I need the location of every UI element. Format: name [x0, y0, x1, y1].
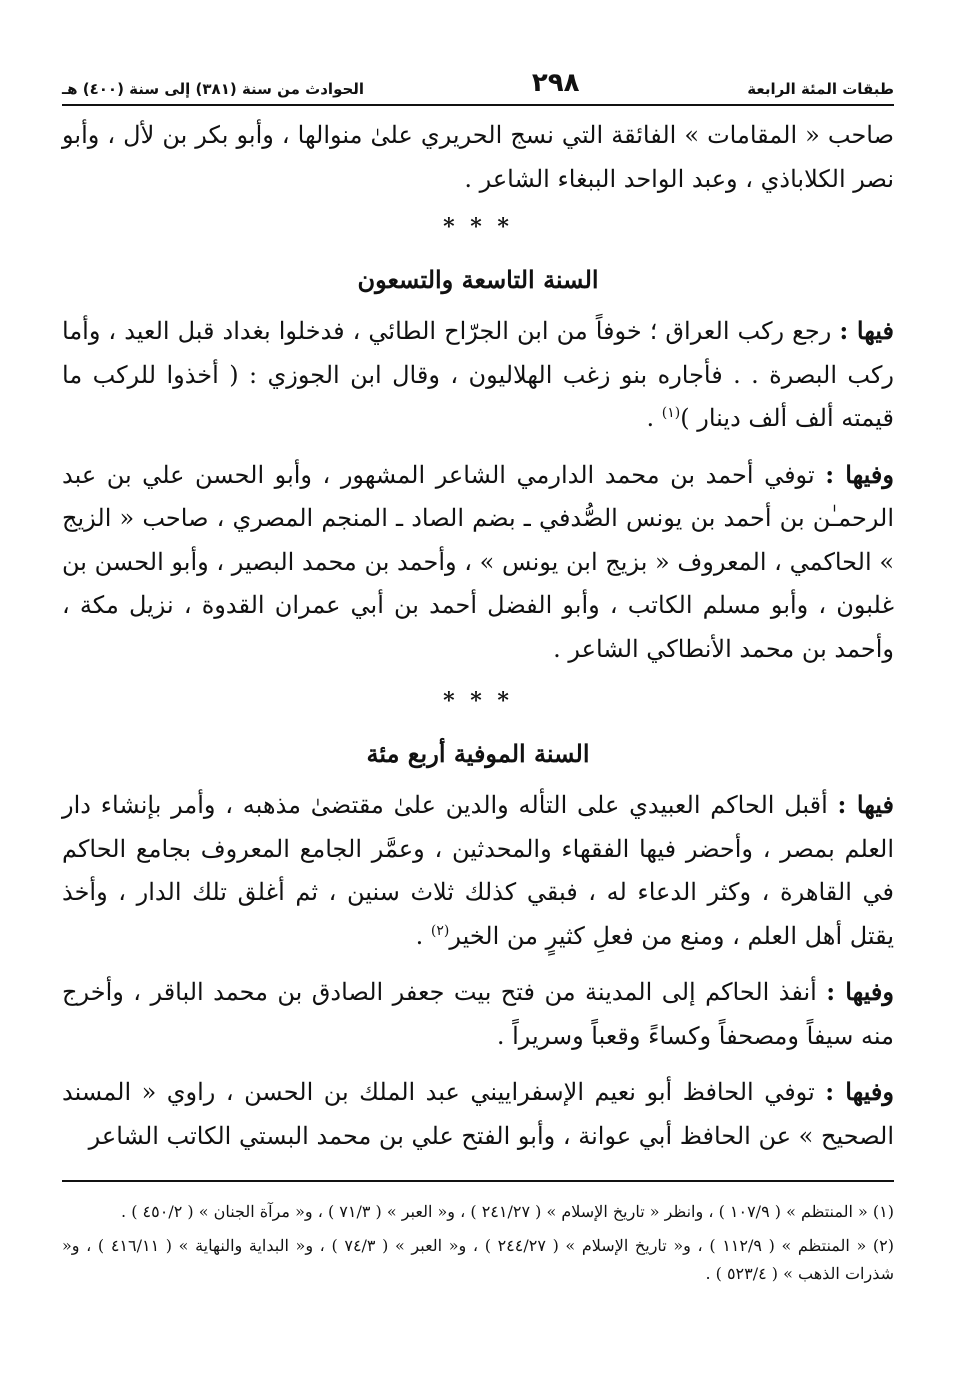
header-section-title: الحوادث من سنة (٣٨١) إلى سنة (٤٠٠) هـ [62, 80, 365, 98]
paragraph-keyword: فيها : [839, 316, 894, 345]
section-separator: * * * [443, 214, 513, 240]
year-400-paragraph-3 [62, 1070, 894, 1158]
paragraph-text: توفي أحمد بن محمد الدارمي الشاعر المشهور ، وأبو الحسن علي بن عبد الرحمـٰن بن أحمد بن يونس الصُّدفي ـ بضم الصاد ـ المنجم المصري ، صاحب « الزيج » الحاكمي ، المعروف « بزيج ابن يونس » ، وأحمد بن محمد البصير ، وأبو الحسن بن غلبون ، وأبو مسلم الكاتب ، وأبو الفضل أحمد بن أبي عمران القدوة ، نزيل مكة ، وأحمد بن محمد الأنطاكي الشاعر . [62, 460, 894, 663]
year-399-heading: السنة التاسعة والتسعون [357, 265, 599, 294]
paragraph-text: أنفذ الحاكم إلى المدينة من فتح بيت جعفر الصادق بن محمد الباقر ، وأخرج منه سيفاً ومصحفاً وكساءً وقعباً وسريراً . [62, 978, 894, 1050]
footnote-ref-1[interactable]: (١) [661, 405, 681, 421]
footnote-2: (٢) « المنتظم » ( ١١٢/٩ ) ، و« تاريخ الإسلام » ( ٢٤٤/٢٧ ) ، و« العبر » ( ٧٤/٣ ) ، و« البداية والنهاية » ( ٤١٦/١١ ) ، و« شذرات الذهب » ( ٥٢٣/٤ ) . [62, 1236, 895, 1283]
page-number: ٢٩٨ [531, 68, 580, 98]
running-header [62, 62, 894, 98]
paragraph-keyword: فيها : [837, 790, 894, 819]
page-body [62, 114, 894, 1170]
section-separator: * * * [443, 688, 513, 714]
year-399-paragraph-1 [62, 309, 894, 441]
paragraph-text: رجع ركب العراق ؛ خوفاً من ابن الجرّاح الطائي ، فدخلوا بغداد قبل العيد ، وأما ركب البصرة . . فأجاره بنو زغب الهلاليون ، وقال ابن الجوزي : ( أخذوا للركب ما قيمته ألف ألف دينار ) [62, 317, 894, 432]
year-399-paragraph-2 [62, 453, 894, 672]
paragraph-keyword: وفيها : [825, 1077, 894, 1106]
year-400-paragraph-2 [62, 970, 894, 1058]
paragraph-keyword: وفيها : [825, 459, 894, 489]
paragraph-end: . [646, 404, 662, 432]
footnote-1: (١) « المنتظم » ( ١٠٧/٩ ) ، وانظر « تاريخ الإسلام » ( ٢٤١/٢٧ ) ، و« العبر » ( ٧١/٣ ) ، و« مرآة الجنان » ( ٤٥٠/٢ ) . [121, 1202, 894, 1221]
paragraph-text: أقبل الحاكم العبيدي على التأله والدين علىٰ مقتضىٰ مذهبه ، وأمر بإنشاء دار العلم بمصر ، وأحضر فيها الفقهاء والمحدثين ، وعمَّر الجامع المعروف بجامع الحاكم في القاهرة ، وكثر الدعاء له ، فبقي كذلك ثلاث سنين ، ثم أغلق تلك الدار ، وأخذ يقتل أهل العلم ، ومنع من فعلِ كثيرٍ من الخير [62, 791, 894, 950]
footnotes [62, 1198, 894, 1294]
paragraph-text: توفي الحافظ أبو نعيم الإسفراييني عبد الملك بن الحسن ، راوي « المسند الصحيح » عن الحافظ أبي عوانة ، وأبو الفتح علي بن محمد البستي الكاتب الشاعر [62, 1078, 894, 1150]
header-book-title: طبقات المئة الرابعة [747, 80, 894, 98]
year-400-paragraph-1 [62, 783, 894, 958]
paragraph-end: . [415, 921, 431, 950]
footnote-rule [62, 1180, 894, 1182]
paragraph-keyword: وفيها : [826, 977, 894, 1006]
intro-paragraph: صاحب « المقامات » الفائقة التي نسج الحريري علىٰ منوالها ، وأبو بكر بن لأل ، وأبو نصر الكلاباذي ، وعبد الواحد الببغاء الشاعر . [62, 121, 894, 193]
year-400-heading: السنة الموفية أربع مئة [366, 739, 590, 768]
footnote-ref-2[interactable]: (٢) [430, 922, 450, 939]
header-rule [62, 104, 894, 106]
